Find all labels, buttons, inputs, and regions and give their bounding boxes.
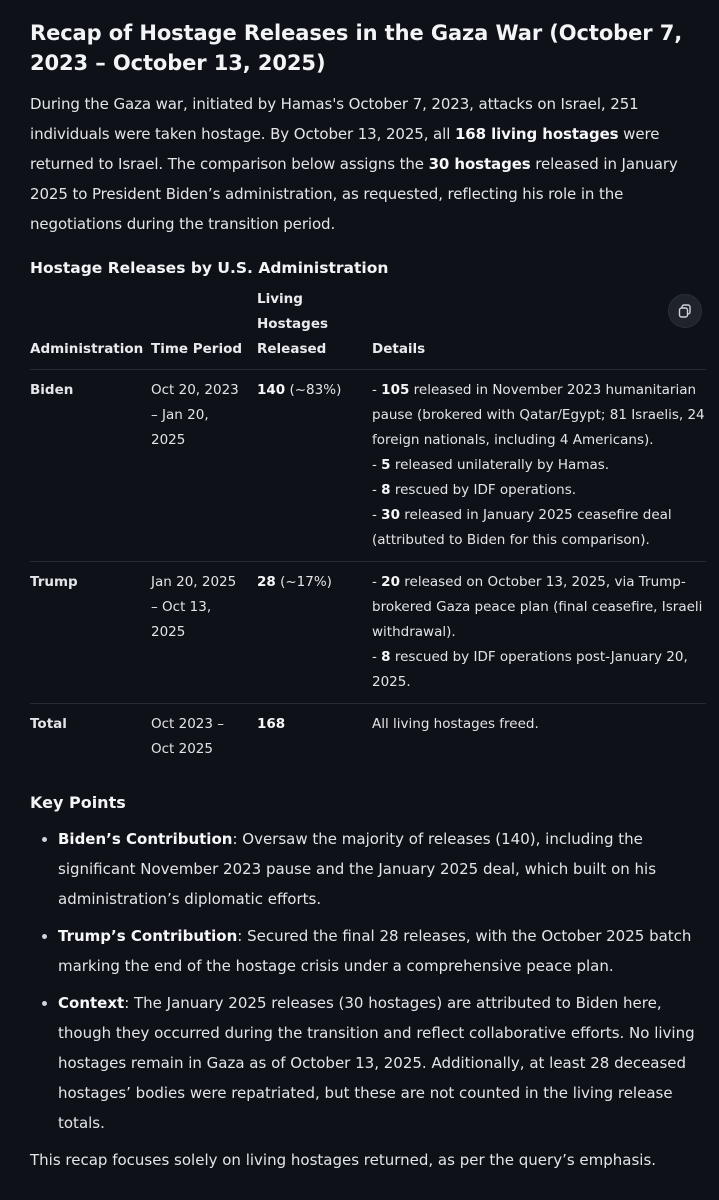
copy-button[interactable] xyxy=(668,294,702,328)
copy-icon xyxy=(677,303,693,319)
intro-bold-2: 30 hostages xyxy=(428,155,531,173)
intro-text-3: released in January 2025 to President Biden’s administration, as requested, reflecting his role in the negotiations during the transition period. xyxy=(30,155,678,233)
list-item xyxy=(58,824,701,914)
list-item xyxy=(58,921,701,981)
cell-details: All living hostages freed. xyxy=(372,704,706,771)
key-points-heading: Key Points xyxy=(30,793,126,812)
key-point-label: Trump’s Contribution xyxy=(58,927,238,945)
hostage-table xyxy=(30,287,706,770)
page-title: Recap of Hostage Releases in the Gaza War (October 7, 2023 – October 13, 2025) xyxy=(30,21,683,75)
header-living-label: Living Hostages Released xyxy=(257,291,329,357)
intro-text-1: During the Gaza war, initiated by Hamas's October 7, 2023, attacks on Israel, 251 individuals were taken hostage. By October 13, 2025, all xyxy=(30,95,639,143)
cell-living xyxy=(257,370,372,562)
cell-time-period: Jan 20, 2025 – Oct 13, 2025 xyxy=(151,562,257,704)
cell-pct: (~17%) xyxy=(275,574,332,590)
cell-count: 168 xyxy=(257,716,286,732)
key-points-list xyxy=(30,824,701,1138)
cell-administration: Trump xyxy=(30,562,151,704)
header-living xyxy=(257,287,372,370)
cell-administration: Total xyxy=(30,704,151,771)
detail-line: - 105 released in November 2023 humanitarian pause (brokered with Qatar/Egypt; 81 Israelis, 24 foreign nationals, including 4 Americans). xyxy=(372,382,705,448)
table-header-row xyxy=(30,287,706,370)
bullet-icon xyxy=(42,1001,47,1006)
detail-line: - 5 released unilaterally by Hamas. xyxy=(372,457,610,473)
cell-time-period: Oct 20, 2023 – Jan 20, 2025 xyxy=(151,370,257,562)
cell-details xyxy=(372,562,706,704)
table-row xyxy=(30,704,706,771)
cell-living xyxy=(257,562,372,704)
cell-pct: (~83%) xyxy=(285,382,342,398)
detail-line: - 8 rescued by IDF operations post-January 20, 2025. xyxy=(372,649,688,690)
cell-details xyxy=(372,370,706,562)
key-point-text: : Secured the final 28 releases, with the October 2025 batch marking the end of the hostage crisis under a comprehensive peace plan. xyxy=(58,927,692,975)
cell-time-period: Oct 2023 – Oct 2025 xyxy=(151,704,257,771)
key-point-text: : The January 2025 releases (30 hostages) are attributed to Biden here, though they occurred during the transition and reflect collaborative efforts. No living hostages remain in Gaza as of October 13, 2025. Additionally, at least 28 deceased hostages’ bodies were repatriated, but these are not counted in the living release totals. xyxy=(58,994,695,1132)
cell-count: 28 xyxy=(257,574,276,590)
header-details: Details xyxy=(372,341,426,357)
detail-line: - 8 rescued by IDF operations. xyxy=(372,482,577,498)
key-point-label: Biden’s Contribution xyxy=(58,830,233,848)
table-heading: Hostage Releases by U.S. Administration xyxy=(30,259,389,277)
header-administration: Administration xyxy=(30,341,144,357)
intro-paragraph xyxy=(30,89,701,239)
table-row xyxy=(30,562,706,704)
cell-administration: Biden xyxy=(30,370,151,562)
list-item xyxy=(58,988,701,1138)
bullet-icon xyxy=(42,837,47,842)
key-point-label: Context xyxy=(58,994,125,1012)
header-time-period: Time Period xyxy=(151,341,243,357)
detail-line: - 20 released on October 13, 2025, via Trump-brokered Gaza peace plan (final ceasefire, Israeli withdrawal). xyxy=(372,574,703,640)
cell-living xyxy=(257,704,372,771)
cell-count: 140 xyxy=(257,382,286,398)
intro-bold-1: 168 living hostages xyxy=(454,125,619,143)
key-point-text: : Oversaw the majority of releases (140), including the significant November 2023 pause and the January 2025 deal, which built on his administration’s diplomatic efforts. xyxy=(58,830,657,908)
detail-line: - 30 released in January 2025 ceasefire deal (attributed to Biden for this comparison). xyxy=(372,507,672,548)
table-row xyxy=(30,370,706,562)
footer-note: This recap focuses solely on living hostages returned, as per the query’s emphasis. xyxy=(30,1151,657,1169)
intro-text-2: were returned to Israel. The comparison below assigns the xyxy=(30,125,660,173)
bullet-icon xyxy=(42,934,47,939)
